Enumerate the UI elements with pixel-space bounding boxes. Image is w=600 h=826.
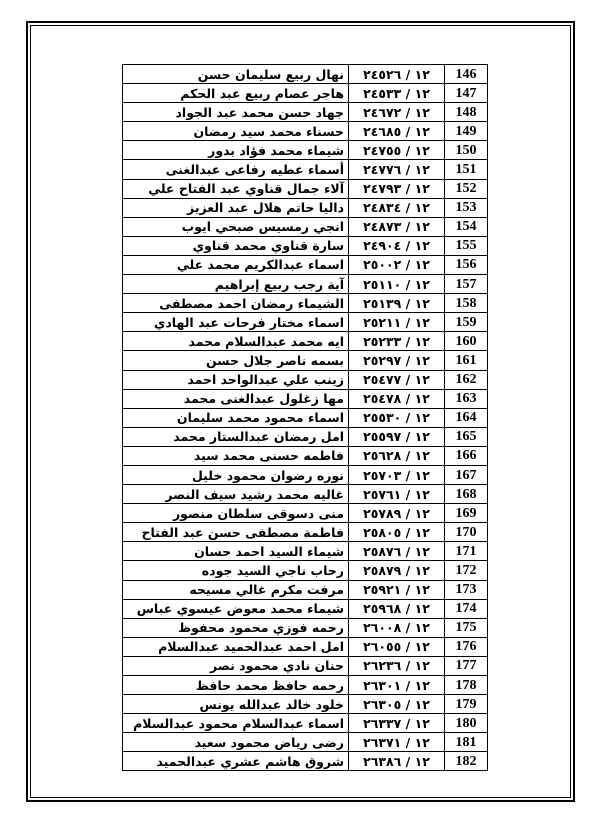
registration-code: ١٢ / ٢٥٨٧٦ (349, 542, 445, 561)
table-row (123, 141, 488, 160)
row-number: 176 (445, 637, 488, 656)
row-number: 161 (445, 351, 488, 370)
row-number: 168 (445, 485, 488, 504)
registration-code: ١٢ / ٢٥٤٧٨ (349, 389, 445, 408)
row-number: 177 (445, 656, 488, 675)
table-row (123, 599, 488, 618)
row-number: 169 (445, 504, 488, 523)
student-name: رحمه فوزي محمود محفوظ (123, 618, 349, 637)
row-number: 150 (445, 141, 488, 160)
table-row (123, 408, 488, 427)
student-name: امل احمد عبدالحميد عبدالسلام (123, 637, 349, 656)
table-row (123, 523, 488, 542)
student-name: الشيماء رمضان احمد مصطفى (123, 294, 349, 313)
student-name: امل رمضان عبدالستار محمد (123, 427, 349, 446)
row-number: 181 (445, 733, 488, 752)
student-name: بسمه ناصر جلال حسن (123, 351, 349, 370)
row-number: 153 (445, 198, 488, 217)
student-name: مها زغلول عبدالغنى محمد (123, 389, 349, 408)
row-number: 164 (445, 408, 488, 427)
table-row (123, 695, 488, 714)
table-row (123, 485, 488, 504)
student-name: سارة قناوي محمد قناوي (123, 236, 349, 255)
student-name: اسماء عبدالكريم محمد علي (123, 255, 349, 274)
row-number: 154 (445, 217, 488, 236)
student-name: اسماء عبدالسلام محمود عبدالسلام (123, 714, 349, 733)
table-row (123, 217, 488, 236)
student-name: نهال ربيع سليمان حسن (123, 65, 349, 84)
table-row (123, 580, 488, 599)
student-name: شروق هاشم عشري عبدالحميد (123, 752, 349, 771)
student-name: رحاب ناجي السيد جوده (123, 561, 349, 580)
row-number: 158 (445, 294, 488, 313)
table-row (123, 446, 488, 465)
table-row (123, 351, 488, 370)
row-number: 182 (445, 752, 488, 771)
student-name: زينب علي عبدالواحد احمد (123, 370, 349, 389)
registration-code: ١٢ / ٢٥١١٠ (349, 275, 445, 294)
student-name: انجي رمسيس صبحي ايوب (123, 217, 349, 236)
row-number: 166 (445, 446, 488, 465)
student-name: خلود خالد عبدالله يونس (123, 695, 349, 714)
student-name: شيماء السيد احمد حسان (123, 542, 349, 561)
table-row (123, 427, 488, 446)
row-number: 162 (445, 370, 488, 389)
registration-code: ١٢ / ٢٥٢١١ (349, 313, 445, 332)
table-row (123, 676, 488, 695)
table-row (123, 542, 488, 561)
row-number: 175 (445, 618, 488, 637)
table-row (123, 275, 488, 294)
registration-code: ١٢ / ٢٦٣٠٥ (349, 695, 445, 714)
student-name: جهاد حسن محمد عبد الجواد (123, 103, 349, 122)
row-number: 171 (445, 542, 488, 561)
student-name: آية رجب ربيع إبراهيم (123, 275, 349, 294)
student-name: حنان نادي محمود نصر (123, 656, 349, 675)
row-number: 148 (445, 103, 488, 122)
registration-code: ١٢ / ٢٤٧٥٥ (349, 141, 445, 160)
student-name: آلاء جمال قناوي عبد الفتاح علي (123, 179, 349, 198)
registration-code: ١٢ / ٢٦٣٣٧ (349, 714, 445, 733)
registration-code: ١٢ / ٢٤٨٧٣ (349, 217, 445, 236)
registration-code: ١٢ / ٢٦٠٠٨ (349, 618, 445, 637)
registration-code: ١٢ / ٢٥٨٧٩ (349, 561, 445, 580)
student-name: نوره رضوان محمود خليل (123, 465, 349, 484)
student-name: هاجر عصام ربيع عبد الحكم (123, 84, 349, 103)
table-row (123, 389, 488, 408)
table-row (123, 179, 488, 198)
registration-code: ١٢ / ٢٤٨٣٤ (349, 198, 445, 217)
table-row (123, 84, 488, 103)
row-number: 173 (445, 580, 488, 599)
table-row (123, 504, 488, 523)
student-name: رحمه حافظ محمد حافظ (123, 676, 349, 695)
registration-code: ١٢ / ٢٥٥٣٠ (349, 408, 445, 427)
student-name: داليا حاتم هلال عبد العزيز (123, 198, 349, 217)
registration-code: ١٢ / ٢٤٥٢٦ (349, 65, 445, 84)
row-number: 174 (445, 599, 488, 618)
student-name: شيماء محمد معوض عيسوي عباس (123, 599, 349, 618)
registration-code: ١٢ / ٢٤٥٣٣ (349, 84, 445, 103)
row-number: 152 (445, 179, 488, 198)
student-name: اسماء محمود محمد سليمان (123, 408, 349, 427)
registration-code: ١٢ / ٢٥٩٢١ (349, 580, 445, 599)
registration-code: ١٢ / ٢٥٧٦١ (349, 485, 445, 504)
table-row (123, 618, 488, 637)
student-name: حسناء محمد سيد رمضان (123, 122, 349, 141)
row-number: 178 (445, 676, 488, 695)
row-number: 151 (445, 160, 488, 179)
registration-code: ١٢ / ٢٥٦٢٨ (349, 446, 445, 465)
student-name: فاطمه حسنى محمد سيد (123, 446, 349, 465)
table-row (123, 255, 488, 274)
table-row (123, 294, 488, 313)
registration-code: ١٢ / ٢٥٤٧٧ (349, 370, 445, 389)
registration-code: ١٢ / ٢٥٠٠٢ (349, 255, 445, 274)
registration-code: ١٢ / ٢٦٢٣٦ (349, 656, 445, 675)
registration-code: ١٢ / ٢٤٦٧٢ (349, 103, 445, 122)
row-number: 146 (445, 65, 488, 84)
table-row (123, 332, 488, 351)
registration-code: ١٢ / ٢٦٠٥٥ (349, 637, 445, 656)
registration-code: ١٢ / ٢٥٢٣٣ (349, 332, 445, 351)
table-row (123, 733, 488, 752)
student-name: شيماء محمد فؤاد بدور (123, 141, 349, 160)
registration-code: ١٢ / ٢٤٧٩٣ (349, 179, 445, 198)
row-number: 179 (445, 695, 488, 714)
table-row (123, 637, 488, 656)
table-row (123, 370, 488, 389)
registration-code: ١٢ / ٢٤٧٧٦ (349, 160, 445, 179)
table-row (123, 714, 488, 733)
student-name: اسماء مختار فرحات عبد الهادي (123, 313, 349, 332)
student-name: فاطمة مصطفى حسن عبد الفتاح (123, 523, 349, 542)
row-number: 163 (445, 389, 488, 408)
row-number: 155 (445, 236, 488, 255)
row-number: 180 (445, 714, 488, 733)
registration-code: ١٢ / ٢٥٥٩٧ (349, 427, 445, 446)
row-number: 147 (445, 84, 488, 103)
registration-code: ١٢ / ٢٥٨٠٥ (349, 523, 445, 542)
registration-code: ١٢ / ٢٥٩٦٨ (349, 599, 445, 618)
registration-code: ١٢ / ٢٥١٣٩ (349, 294, 445, 313)
table-row (123, 313, 488, 332)
registration-code: ١٢ / ٢٤٩٠٤ (349, 236, 445, 255)
registration-code: ١٢ / ٢٥٧٠٣ (349, 465, 445, 484)
roster-table (122, 64, 488, 771)
table-row (123, 465, 488, 484)
table-row (123, 160, 488, 179)
row-number: 156 (445, 255, 488, 274)
registration-code: ١٢ / ٢٦٣٧١ (349, 733, 445, 752)
row-number: 157 (445, 275, 488, 294)
table-row (123, 198, 488, 217)
table-row (123, 656, 488, 675)
student-name: رضى رياض محمود سعيد (123, 733, 349, 752)
student-name: أسماء عطيه رفاعى عبدالغنى (123, 160, 349, 179)
registration-code: ١٢ / ٢٤٦٨٥ (349, 122, 445, 141)
row-number: 159 (445, 313, 488, 332)
table-row (123, 122, 488, 141)
student-name: ايه محمد عبدالسلام محمد (123, 332, 349, 351)
row-number: 170 (445, 523, 488, 542)
row-number: 167 (445, 465, 488, 484)
student-name: غاليه محمد رشيد سيف النصر (123, 485, 349, 504)
registration-code: ١٢ / ٢٦٣٨٦ (349, 752, 445, 771)
registration-code: ١٢ / ٢٦٣٠١ (349, 676, 445, 695)
student-name: مرفت مكرم غالي مسيحه (123, 580, 349, 599)
table-row (123, 103, 488, 122)
row-number: 160 (445, 332, 488, 351)
row-number: 149 (445, 122, 488, 141)
table-row (123, 236, 488, 255)
registration-code: ١٢ / ٢٥٧٨٩ (349, 504, 445, 523)
table-row (123, 561, 488, 580)
registration-code: ١٢ / ٢٥٢٩٧ (349, 351, 445, 370)
table-row (123, 752, 488, 771)
roster-body (123, 65, 488, 771)
row-number: 165 (445, 427, 488, 446)
table-row (123, 65, 488, 84)
row-number: 172 (445, 561, 488, 580)
student-name: منى دسوقى سلطان منصور (123, 504, 349, 523)
